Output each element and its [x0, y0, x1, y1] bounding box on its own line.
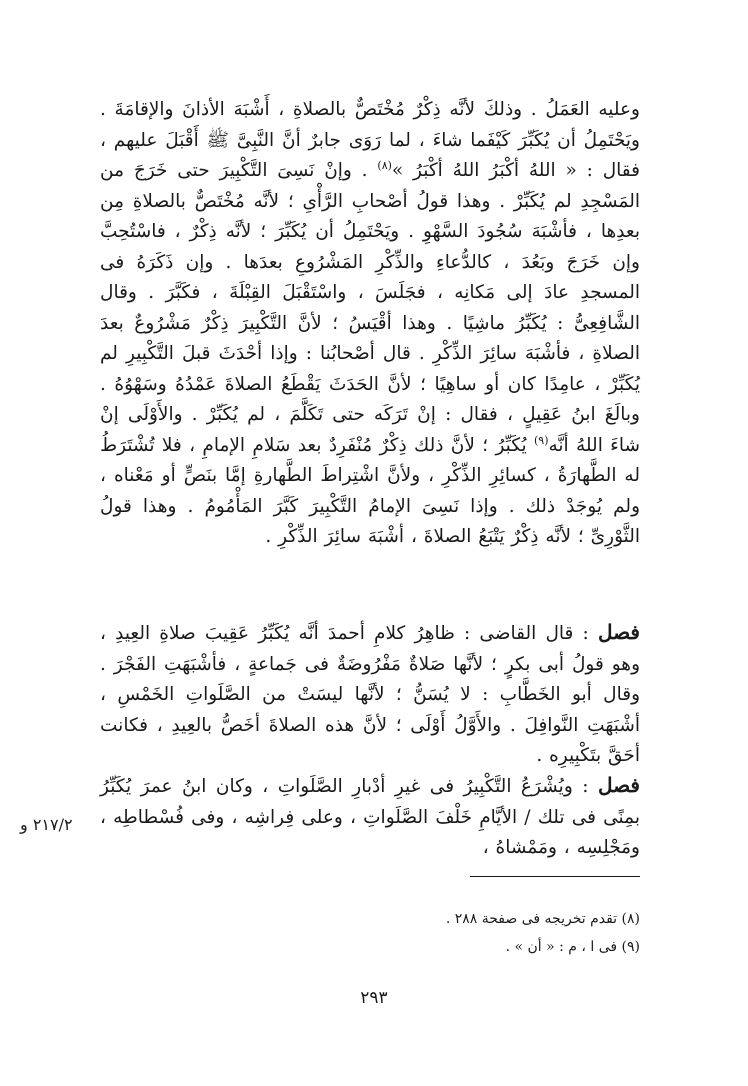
footnote-8: (٨) تقدم تخريجه فى صفحة ٢٨٨ . — [445, 911, 640, 927]
footnotes — [300, 905, 640, 961]
body-paragraph-2 — [100, 617, 640, 772]
margin-folio-note: ٢١٧/٢ و — [20, 815, 73, 834]
footnote-9: (٩) فى ا ، م : « أن » . — [505, 939, 640, 955]
paragraph-text: يُكَبِّرُ ؛ لأنَّ ذلك ذِكْرٌ مُنْفَرِدٌ بعد سَلامِ الإمامِ ، فلا تُشْتَرَطُ له الطَّهارَةُ ، كسائِرِ الذِّكْرِ ، ولأنَّ اشْتِراطَ الطَّهارةِ إمَّا بنَصٍّ أو مَعْناه ، ولم يُوجَدْ ذلك . وإذا نَسِىَ الإمامُ التَّكْبِيرَ كَبَّرَ المَأْمُومُ . وهذا قولُ الثَّوْرِىِّ ؛ لأنَّه ذِكْرٌ يَتْبَعُ الصلاةَ ، أشْبَهَ سائِرَ الذِّكْرِ . — [100, 434, 640, 547]
paragraph-text: : قال القاضى : ظاهِرُ كلامِ أحمدَ أنَّه يُكَبِّرُ عَقِيبَ صلاةِ العِيدِ ، وهو قولُ أبى بكرٍ ؛ لأنَّها صَلاةٌ مَفْرُوضَةٌ فى جَماعةٍ ، فأشْبَهَتِ الفَجْرَ . وقال أبو الخَطَّابِ : لا يُسَنُّ ؛ لأنَّها ليسَتْ من الصَّلَواتِ الخَمْسِ ، أشْبَهَتِ النَّوافِلَ . والأَوَّلُ أَوْلَى ؛ لأنَّ هذه الصلاةَ أخَصُّ بالعِيدِ ، فكانت أحَقَّ بتَكْبِيرِه . — [100, 623, 640, 766]
footnote-ref-8[interactable]: (٨) — [377, 158, 392, 172]
body-paragraph-3 — [100, 770, 640, 864]
body-paragraph-1 — [100, 95, 640, 553]
section-label: فصل — [597, 620, 640, 644]
paragraph-text: وعليه العَمَلُ . وذلكَ لأنَّه ذِكْرٌ مُخْتَصٌّ بالصلاةِ ، أَشْبَهَ الأذانَ والإقامَةَ . ويَحْتَمِلُ أن يُكَبِّرَ كَيْفَما شاءَ ، لما رَوَى جابرٌ أنَّ النَّبِىَّ ﷺ أَقْبَلَ عليهم ، فقال : « اللهُ أكْبَرُ اللهُ أكْبَرُ » — [100, 99, 640, 181]
paragraph-text: . وإنْ نَسِىَ التَّكْبِيرَ حتى خَرَجَ من المَسْجِدِ لم يُكَبِّرْ . وهذا قولُ أصْحابِ الرَّأْىِ ؛ لأنَّه مُخْتَصٌّ بالصلاةِ مِن بعدِها ، فأشْبَهَ سُجُودَ السَّهْوِ . ويَحْتَمِلُ أن يُكَبِّرَ ؛ لأنَّه ذِكْرٌ ، فاسْتُحِبَّ وإن خَرَجَ وبَعُدَ ، كالدُّعاءِ والذِّكْرِ المَشْرُوعِ بعدَها . وإن ذَكَرَهُ فى المسجدِ عادَ إلى مَكانِه ، فجَلَسَ ، واسْتَقْبَلَ القِبْلَةَ ، فكَبَّرَ . وقال الشَّافِعِىُّ : يُكَبِّرُ ماشِيًا . وهذا أقْيَسُ ؛ لأنَّ التَّكْبِيرَ ذِكْرٌ مَشْرُوعٌ بعدَ الصلاةِ ، فأشْبَهَ سائِرَ الذِّكْرِ . قال أصْحابُنا : وإذا أحْدَثَ قبلَ التَّكْبِيرِ لم يُكَبِّرْ ، عامِدًا كان أو ساهِيًا ؛ لأنَّ الحَدَثَ يَقْطَعُ الصلاةَ عَمْدُهُ وسَهْوُهُ . وبالَغَ ابنُ عَقِيلٍ ، فقال : إنْ تَرَكَه حتى تَكَلَّمَ ، لم يُكَبِّرْ . والأَوْلَى إنْ شاءَ اللهُ أنَّه — [100, 160, 640, 456]
page-number: ٢٩٣ — [360, 988, 388, 1008]
footnote-divider — [470, 876, 640, 877]
section-label: فصل — [597, 773, 640, 797]
paragraph-text: : ويُشْرَعُ التَّكْبِيرُ فى غيرِ أدْبارِ الصَّلَواتِ ، وكان ابنُ عمرَ يُكَبِّرُ بمِنًى فى تلك / الأيَّامِ خَلْفَ الصَّلَواتِ ، وعلى فِراشِه ، وفى فُسْطاطِه ، ومَجْلِسِه ، ومَمْشاهُ ، — [100, 776, 640, 858]
footnote-ref-9[interactable]: (٩) — [533, 433, 549, 447]
